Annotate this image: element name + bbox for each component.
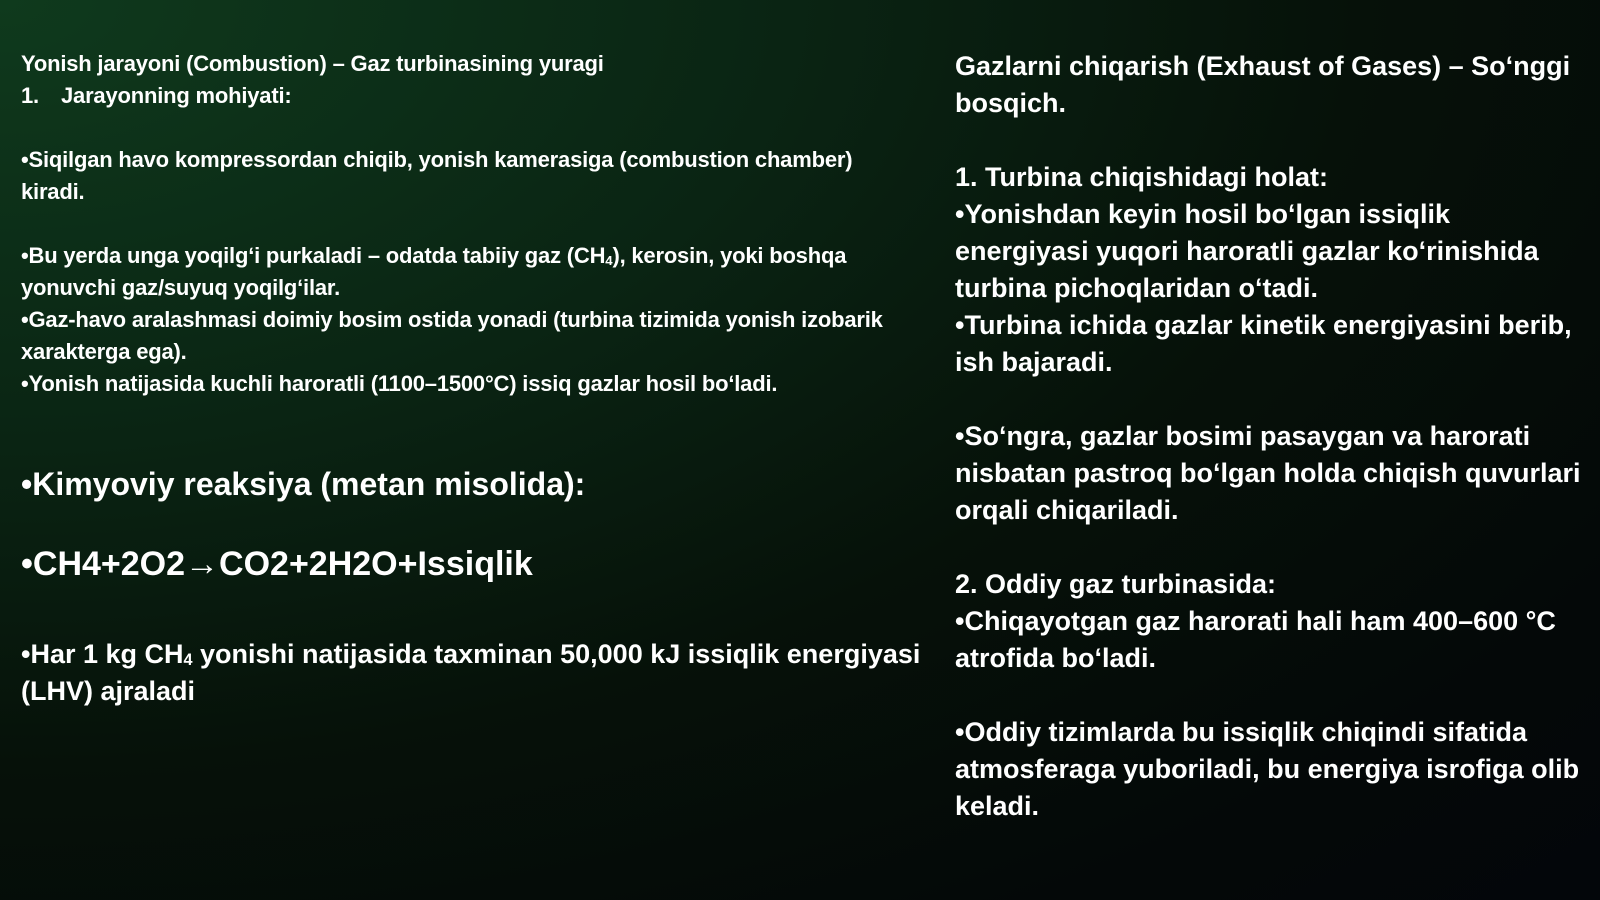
right-column — [955, 48, 1585, 825]
left-column — [21, 48, 921, 710]
energy-release-text — [21, 636, 921, 710]
section-heading — [21, 80, 921, 112]
section2-bullet-2: •Oddiy tizimlarda bu issiqlik chiqindi sifatida atmosferaga yuboriladi, bu energiya isrofiga olib keladi. — [955, 717, 1580, 821]
bullet-temperature: •Yonish natijasida kuchli haroratli (1100–1500°C) issiq gazlar hosil boʻladi. — [21, 371, 778, 396]
section-number: 1. — [21, 83, 39, 108]
energy-text-2: yonishi natijasida taxminan 50,000 kJ issiqlik energiyasi (LHV) ajraladi — [21, 639, 921, 706]
section1-heading: 1. Turbina chiqishidagi holat: — [955, 162, 1329, 192]
bullet-fuel-text-2: ), kerosin, yoki boshqa yonuvchi gaz/suyuq yoqilgʻilar. — [21, 243, 847, 300]
section2-heading: 2. Oddiy gaz turbinasida: — [955, 569, 1277, 599]
reaction-heading: •Kimyoviy reaksiya (metan misolida): — [21, 466, 586, 502]
subscript-4-energy: 4 — [183, 651, 193, 669]
section2-bullet-1: •Chiqayotgan gaz harorati hali ham 400–600 °C atrofida boʻladi. — [955, 606, 1556, 673]
section1-bullet-2: •Turbina ichida gazlar kinetik energiyasini berib, ish bajaradi. — [955, 310, 1572, 377]
subscript-4: 4 — [605, 253, 613, 268]
bullet-isobaric: •Gaz-havo aralashmasi doimiy bosim ostida yonadi (turbina tizimida yonish izobarik xarakterga ega). — [21, 307, 883, 364]
energy-text-1: •Har 1 kg CH — [21, 639, 184, 669]
reaction-equation: •CH4+2O2→CO2+2H2O+Issiqlik — [21, 545, 533, 583]
section-title: Jarayonning mohiyati: — [61, 83, 292, 108]
section1-bullet-1: •Yonishdan keyin hosil boʻlgan issiqlik energiyasi yuqori haroratli gazlar koʻrinishida turbina pichoqlaridan oʻtadi. — [955, 199, 1539, 303]
bullet-air-intake: •Siqilgan havo kompressordan chiqib, yonish kamerasiga (combustion chamber) kiradi. — [21, 147, 853, 204]
bullet-fuel-injection — [21, 240, 921, 304]
bullet-fuel-text-1: •Bu yerda unga yoqilgʻi purkaladi – odatda tabiiy gaz (CH — [21, 243, 606, 268]
combustion-title: Yonish jarayoni (Combustion) – Gaz turbinasining yuragi — [21, 51, 604, 76]
exhaust-title: Gazlarni chiqarish (Exhaust of Gases) – Soʻnggi bosqich. — [955, 51, 1571, 118]
section1-bullet-3: •Soʻngra, gazlar bosimi pasaygan va harorati nisbatan pastroq boʻlgan holda chiqish quvurlari orqali chiqariladi. — [955, 421, 1581, 525]
